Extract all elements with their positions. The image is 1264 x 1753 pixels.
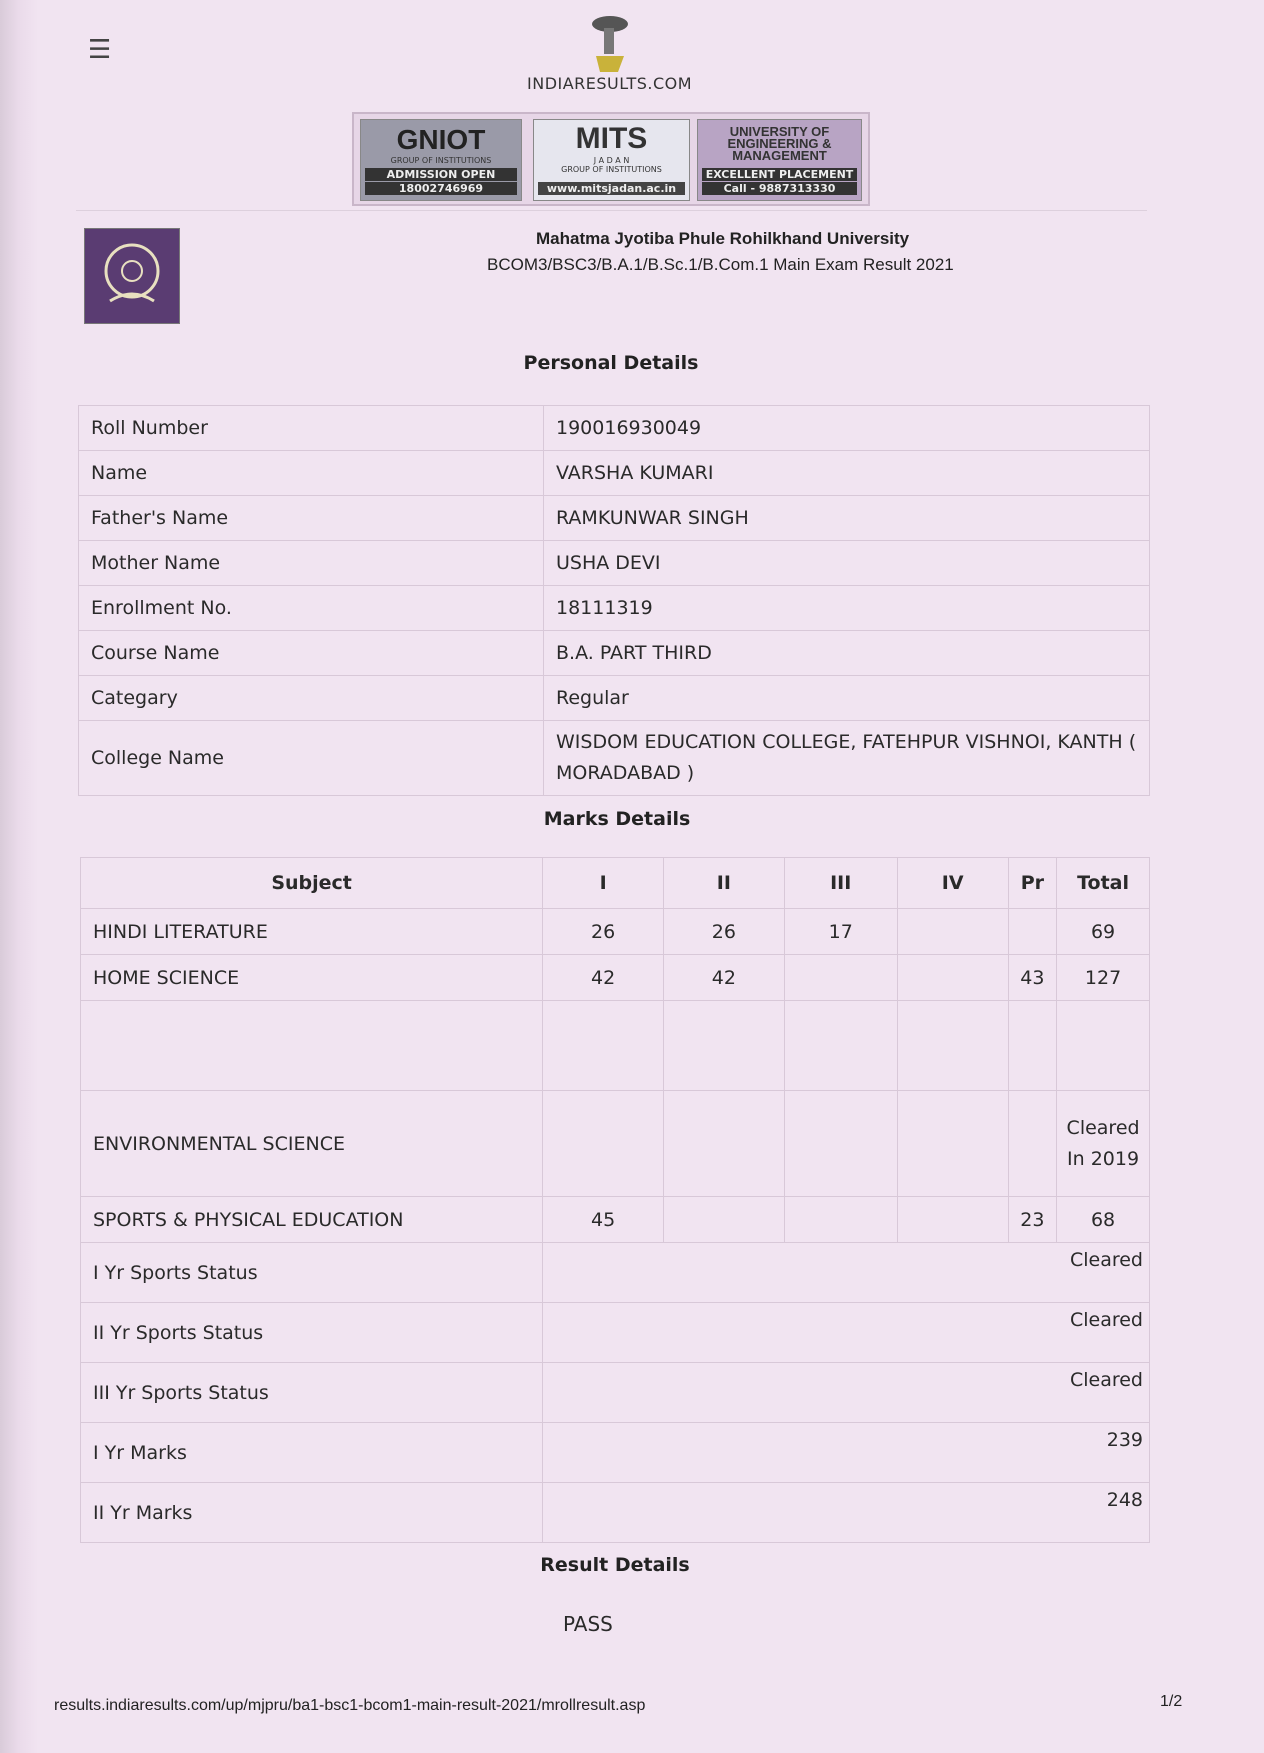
marks-cell	[897, 1091, 1008, 1197]
table-row	[81, 1197, 1150, 1243]
header-practical: Pr	[1008, 858, 1056, 909]
marks-cell	[897, 955, 1008, 1001]
page-edge-shadow	[0, 0, 38, 1753]
summary-value: Cleared	[543, 1363, 1150, 1423]
result-details-title: Result Details	[540, 1554, 690, 1576]
table-row	[79, 496, 1150, 541]
marks-cell	[784, 1091, 897, 1197]
ad-mits-subtitle: GROUP OF INSTITUTIONS	[561, 165, 662, 174]
ad-mits-band-url: www.mitsjadan.ac.in	[538, 182, 685, 195]
total-cell: 68	[1057, 1197, 1150, 1243]
page-number: 1/2	[1160, 1693, 1183, 1710]
marks-cell	[663, 1197, 784, 1243]
marks-cell	[543, 1091, 664, 1197]
enrollment-label: Enrollment No.	[79, 586, 544, 631]
marks-cell	[1008, 909, 1056, 955]
marks-cell	[784, 1001, 897, 1091]
ad-gniot-band-phone: 18002746969	[365, 182, 517, 195]
table-row	[81, 1001, 1150, 1091]
ad-banners	[352, 112, 870, 206]
table-row	[81, 1243, 1150, 1303]
subject-name: ENVIRONMENTAL SCIENCE	[81, 1091, 543, 1197]
college-name-value: WISDOM EDUCATION COLLEGE, FATEHPUR VISHNOI, KANTH ( MORADABAD )	[544, 721, 1150, 796]
summary-value: 248	[543, 1483, 1150, 1543]
ad-ueem-band-phone: Call - 9887313330	[702, 182, 857, 195]
summary-label: II Yr Sports Status	[81, 1303, 543, 1363]
summary-label: III Yr Sports Status	[81, 1363, 543, 1423]
marks-cell	[663, 1001, 784, 1091]
table-row	[79, 586, 1150, 631]
subject-name: SPORTS & PHYSICAL EDUCATION	[81, 1197, 543, 1243]
marks-cell: 45	[543, 1197, 664, 1243]
site-name[interactable]: INDIARESULTS.COM	[527, 74, 693, 93]
table-row	[81, 1303, 1150, 1363]
table-row	[81, 1363, 1150, 1423]
ad-gniot-band-admission: ADMISSION OPEN	[365, 168, 517, 181]
header-paper-1: I	[543, 858, 664, 909]
roll-number-label: Roll Number	[79, 406, 544, 451]
summary-value: Cleared	[543, 1303, 1150, 1363]
total-cell: 127	[1057, 955, 1150, 1001]
subject-name: HOME SCIENCE	[81, 955, 543, 1001]
marks-cell	[897, 1197, 1008, 1243]
total-cell: Cleared In 2019	[1057, 1091, 1150, 1197]
header-paper-2: II	[663, 858, 784, 909]
summary-label: II Yr Marks	[81, 1483, 543, 1543]
header-paper-3: III	[784, 858, 897, 909]
summary-value: 239	[543, 1423, 1150, 1483]
ad-gniot-title: GNIOT	[396, 124, 486, 155]
marks-cell	[897, 909, 1008, 955]
father-name-value: RAMKUNWAR SINGH	[544, 496, 1150, 541]
total-cell: 69	[1057, 909, 1150, 955]
subject-name	[81, 1001, 543, 1091]
marks-details-title: Marks Details	[543, 808, 691, 830]
table-row	[81, 955, 1150, 1001]
personal-details-table	[78, 405, 1150, 796]
enrollment-value: 18111319	[544, 586, 1150, 631]
ad-ueem-title: UNIVERSITY OF ENGINEERING & MANAGEMENT	[727, 124, 832, 163]
marks-cell: 42	[663, 955, 784, 1001]
table-row	[79, 541, 1150, 586]
marks-header-row	[81, 858, 1150, 909]
course-name-label: Course Name	[79, 631, 544, 676]
ad-gniot-subtitle: GROUP OF INSTITUTIONS	[390, 156, 492, 165]
header-paper-4: IV	[897, 858, 1008, 909]
ad-ueem[interactable]	[697, 119, 862, 201]
university-name: Mahatma Jyotiba Phule Rohilkhand University	[536, 229, 910, 248]
table-row	[81, 1423, 1150, 1483]
category-value: Regular	[544, 676, 1150, 721]
table-row	[79, 631, 1150, 676]
marks-cell	[1008, 1091, 1056, 1197]
summary-value: Cleared	[543, 1243, 1150, 1303]
ad-mits[interactable]	[533, 119, 690, 201]
header-subject: Subject	[81, 858, 543, 909]
marks-cell: 23	[1008, 1197, 1056, 1243]
table-row	[79, 406, 1150, 451]
name-label: Name	[79, 451, 544, 496]
footer-url: results.indiaresults.com/up/mjpru/ba1-bsc1-bcom1-main-result-2021/mrollresult.asp	[54, 1697, 646, 1714]
category-label: Categary	[79, 676, 544, 721]
table-row	[79, 676, 1150, 721]
marks-cell	[784, 955, 897, 1001]
marks-cell	[1008, 1001, 1056, 1091]
table-row	[79, 451, 1150, 496]
name-value: VARSHA KUMARI	[544, 451, 1150, 496]
site-logo-icon	[590, 14, 630, 74]
marks-cell: 42	[543, 955, 664, 1001]
menu-icon[interactable]: ☰	[88, 35, 112, 65]
marks-table	[80, 857, 1150, 1543]
college-name-label: College Name	[79, 721, 544, 796]
mother-name-value: USHA DEVI	[544, 541, 1150, 586]
marks-cell: 26	[543, 909, 664, 955]
university-seal-icon	[84, 228, 180, 324]
ad-ueem-band-placement: EXCELLENT PLACEMENT	[702, 168, 857, 181]
table-row	[79, 721, 1150, 796]
roll-number-value: 190016930049	[544, 406, 1150, 451]
table-row	[81, 1091, 1150, 1197]
personal-details-title: Personal Details	[523, 352, 699, 374]
marks-cell	[663, 1091, 784, 1197]
table-row	[81, 1483, 1150, 1543]
ad-mits-title: MITS	[575, 122, 648, 155]
total-cell	[1057, 1001, 1150, 1091]
marks-cell: 17	[784, 909, 897, 955]
mother-name-label: Mother Name	[79, 541, 544, 586]
header-total: Total	[1057, 858, 1150, 909]
father-name-label: Father's Name	[79, 496, 544, 541]
summary-label: I Yr Marks	[81, 1423, 543, 1483]
summary-label: I Yr Sports Status	[81, 1243, 543, 1303]
ad-mits-jadan: J A D A N	[593, 156, 630, 165]
marks-cell: 43	[1008, 955, 1056, 1001]
ad-gniot[interactable]	[360, 119, 522, 201]
marks-cell	[543, 1001, 664, 1091]
table-row	[81, 909, 1150, 955]
subject-name: HINDI LITERATURE	[81, 909, 543, 955]
marks-cell	[784, 1197, 897, 1243]
course-name-value: B.A. PART THIRD	[544, 631, 1150, 676]
marks-cell	[897, 1001, 1008, 1091]
exam-name: BCOM3/BSC3/B.A.1/B.Sc.1/B.Com.1 Main Exam Result 2021	[487, 255, 954, 274]
marks-cell: 26	[663, 909, 784, 955]
result-value: PASS	[563, 1612, 613, 1636]
